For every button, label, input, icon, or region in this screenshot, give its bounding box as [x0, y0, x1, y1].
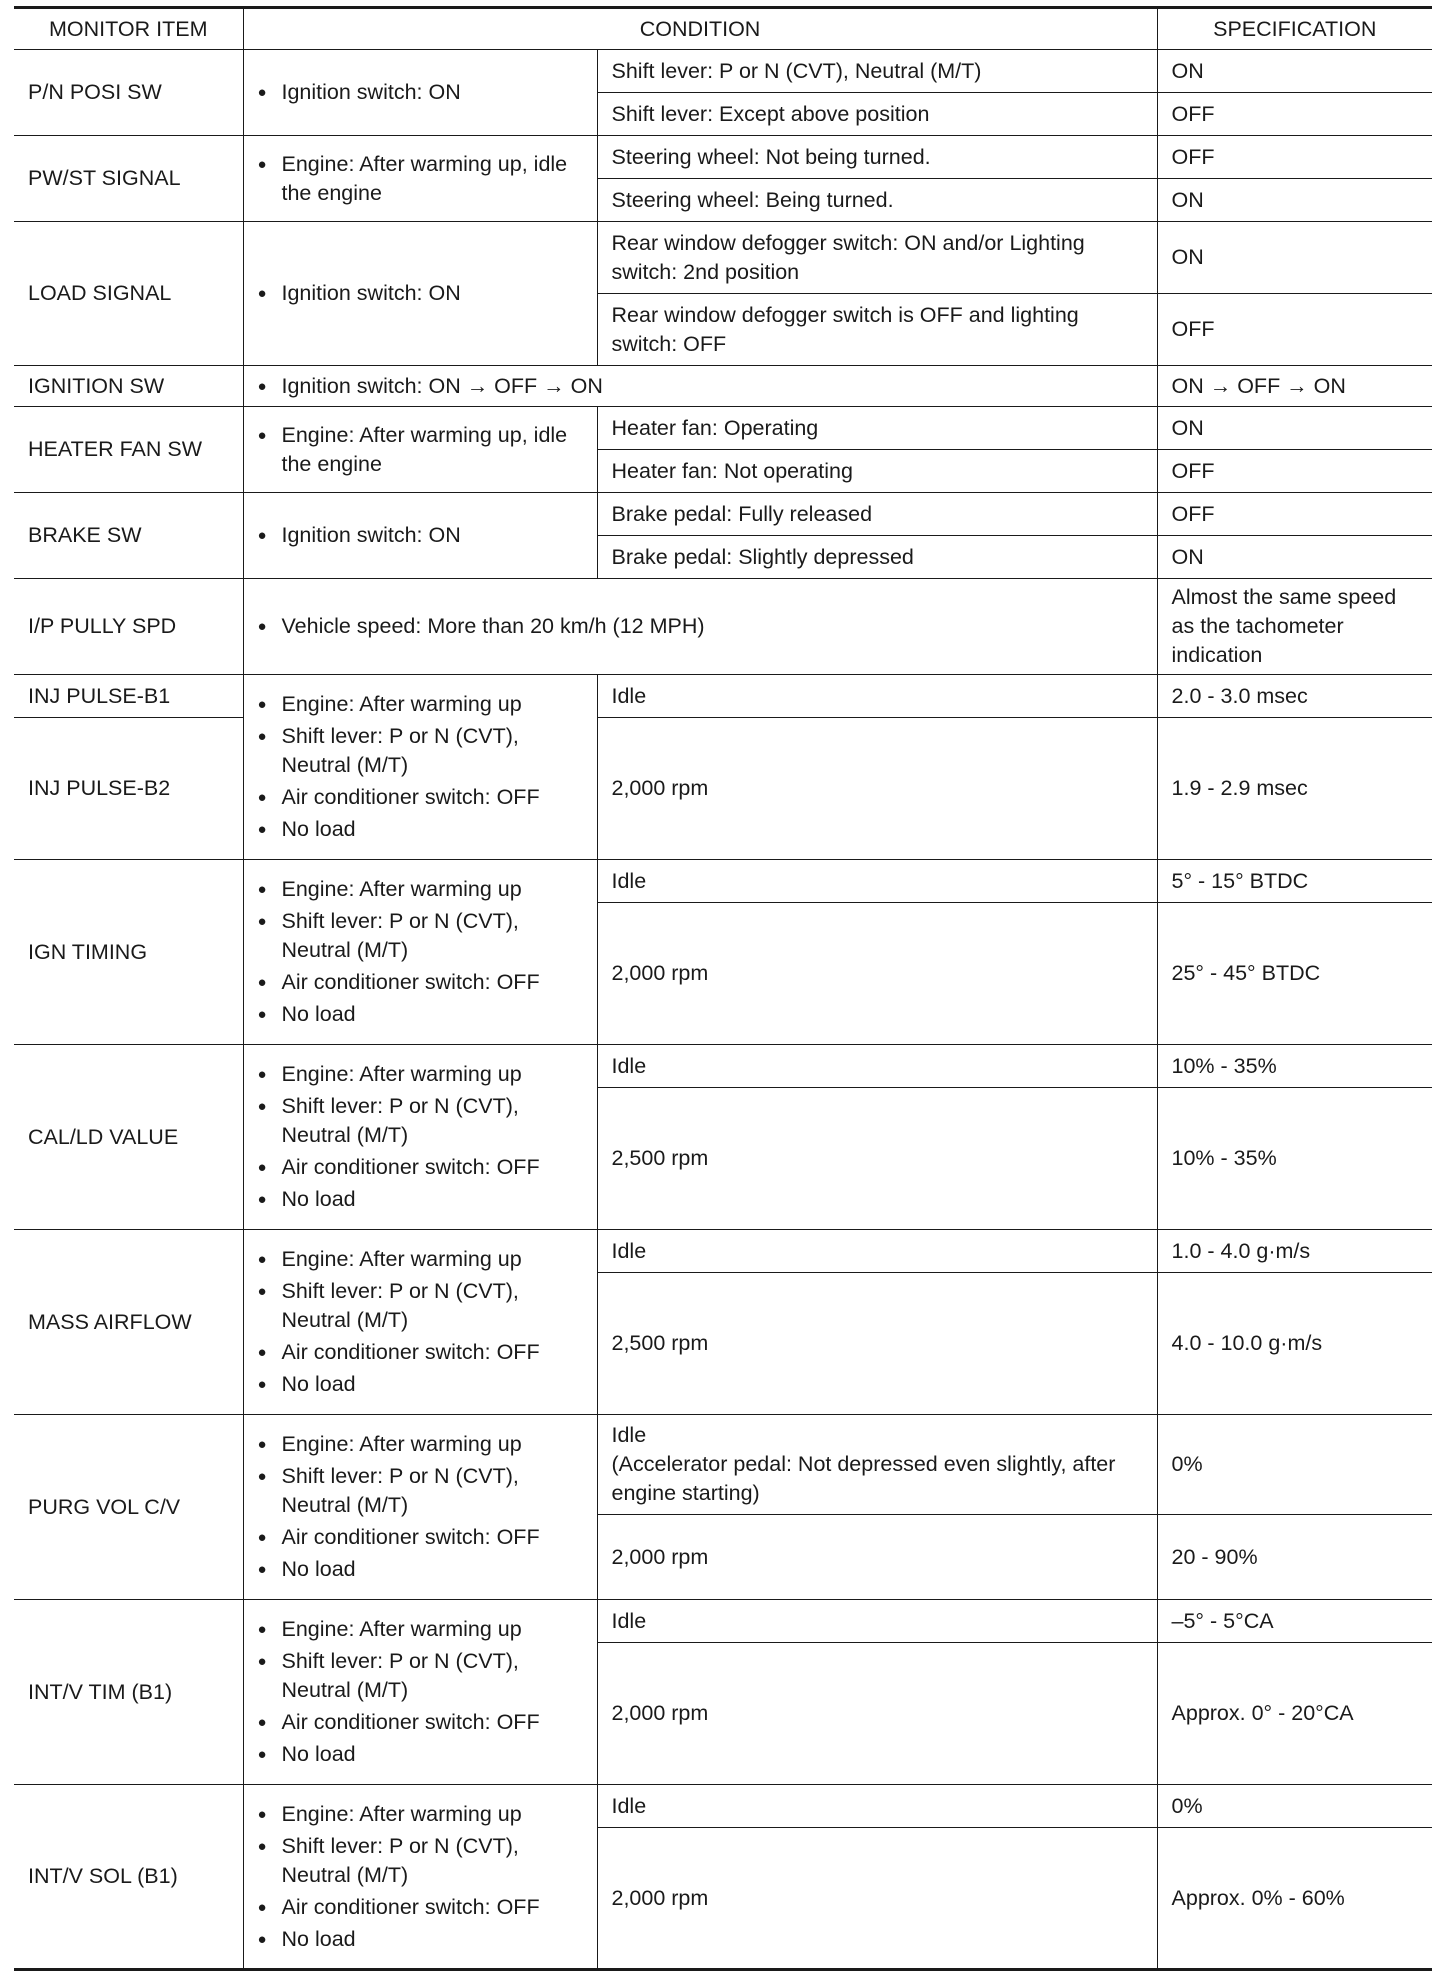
condition-bullet: ● Engine: After warming up, idle the engine: [258, 150, 583, 208]
table-row: [14, 1415, 1432, 1515]
condition-bullet: ● Air conditioner switch: OFF: [258, 1338, 583, 1367]
header-specification: SPECIFICATION: [1157, 8, 1432, 50]
sub-condition-cell: Idle: [597, 675, 1157, 718]
condition-cell: [243, 1045, 597, 1230]
spec-cell: 10% - 35%: [1157, 1088, 1432, 1230]
condition-bullet: ● Shift lever: P or N (CVT), Neutral (M/T): [258, 907, 583, 965]
sub-condition-cell: Rear window defogger switch: ON and/or Lighting switch: 2nd position: [597, 222, 1157, 294]
condition-cell: [243, 1415, 597, 1600]
table-row: [14, 675, 1432, 718]
condition-cell: [243, 1785, 597, 1970]
table-row: [14, 1785, 1432, 1828]
sub-condition-cell: Idle: [597, 1230, 1157, 1273]
condition-bullet: ● Ignition switch: ON: [258, 279, 583, 308]
table-row: [14, 860, 1432, 903]
spec-cell: OFF: [1157, 93, 1432, 136]
condition-bullet: ● Ignition switch: ON → OFF → ON: [258, 372, 1143, 401]
sub-condition-cell: Shift lever: Except above position: [597, 93, 1157, 136]
monitor-item-cell: HEATER FAN SW: [14, 407, 243, 493]
condition-bullet: ● Shift lever: P or N (CVT), Neutral (M/T): [258, 722, 583, 780]
spec-cell: ON: [1157, 179, 1432, 222]
condition-bullet: ● Shift lever: P or N (CVT), Neutral (M/T): [258, 1277, 583, 1335]
condition-cell: [243, 493, 597, 579]
sub-condition-cell: [597, 1415, 1157, 1515]
spec-cell: ON: [1157, 536, 1432, 579]
spec-cell: OFF: [1157, 294, 1432, 366]
monitor-item-cell: IGNITION SW: [14, 366, 243, 407]
condition-bullet: ● No load: [258, 1925, 583, 1954]
sub-condition-cell: 2,000 rpm: [597, 1643, 1157, 1785]
spec-cell: Approx. 0% - 60%: [1157, 1828, 1432, 1970]
table-row: [14, 50, 1432, 93]
spec-cell: Almost the same speed as the tachometer indication: [1157, 579, 1432, 675]
monitor-spec-table: [14, 6, 1432, 1971]
condition-bullet: ● Engine: After warming up: [258, 690, 583, 719]
condition-bullet: ● Shift lever: P or N (CVT), Neutral (M/T): [258, 1647, 583, 1705]
sub-condition-cell: Brake pedal: Fully released: [597, 493, 1157, 536]
spec-cell: OFF: [1157, 450, 1432, 493]
monitor-item-cell: INT/V SOL (B1): [14, 1785, 243, 1970]
monitor-item-cell: MASS AIRFLOW: [14, 1230, 243, 1415]
table-row: [14, 136, 1432, 179]
condition-bullet: ● Vehicle speed: More than 20 km/h (12 MPH): [258, 612, 1143, 641]
condition-bullet: ● Engine: After warming up: [258, 1245, 583, 1274]
table-row: [14, 407, 1432, 450]
condition-bullet: ● Shift lever: P or N (CVT), Neutral (M/T): [258, 1832, 583, 1890]
spec-cell: ON: [1157, 222, 1432, 294]
condition-cell: [243, 579, 1157, 675]
sub-condition-cell: 2,000 rpm: [597, 718, 1157, 860]
sub-condition-cell: Rear window defogger switch is OFF and lighting switch: OFF: [597, 294, 1157, 366]
condition-bullet: ● Engine: After warming up: [258, 1800, 583, 1829]
monitor-item-cell: INJ PULSE-B2: [14, 718, 243, 860]
condition-cell: [243, 50, 597, 136]
spec-cell: 1.9 - 2.9 msec: [1157, 718, 1432, 860]
condition-bullet: ● Ignition switch: ON: [258, 521, 583, 550]
monitor-item-cell: INJ PULSE-B1: [14, 675, 243, 718]
condition-bullet: ● No load: [258, 815, 583, 844]
table-row: [14, 222, 1432, 294]
condition-cell: [243, 1230, 597, 1415]
sub-condition-cell: Heater fan: Operating: [597, 407, 1157, 450]
monitor-item-cell: P/N POSI SW: [14, 50, 243, 136]
header-row: [14, 8, 1432, 50]
condition-bullet: ● Shift lever: P or N (CVT), Neutral (M/T): [258, 1462, 583, 1520]
table-row: [14, 579, 1432, 675]
spec-cell: 2.0 - 3.0 msec: [1157, 675, 1432, 718]
spec-cell: ON → OFF → ON: [1157, 366, 1432, 407]
monitor-item-cell: LOAD SIGNAL: [14, 222, 243, 366]
table-row: [14, 718, 1432, 860]
condition-cell: [243, 222, 597, 366]
condition-cell: [243, 407, 597, 493]
spec-cell: 5° - 15° BTDC: [1157, 860, 1432, 903]
spec-cell: 0%: [1157, 1785, 1432, 1828]
monitor-item-cell: CAL/LD VALUE: [14, 1045, 243, 1230]
sub-condition-cell: Idle: [597, 1785, 1157, 1828]
sub-condition-cell: Shift lever: P or N (CVT), Neutral (M/T): [597, 50, 1157, 93]
spec-cell: 4.0 - 10.0 g·m/s: [1157, 1273, 1432, 1415]
condition-bullet: ● No load: [258, 1185, 583, 1214]
condition-bullet: ● No load: [258, 1740, 583, 1769]
sub-condition-cell: 2,000 rpm: [597, 1515, 1157, 1600]
sub-condition-cell: 2,000 rpm: [597, 903, 1157, 1045]
condition-bullet: ● Air conditioner switch: OFF: [258, 1893, 583, 1922]
monitor-item-cell: INT/V TIM (B1): [14, 1600, 243, 1785]
sub-condition-cell: Brake pedal: Slightly depressed: [597, 536, 1157, 579]
monitor-item-cell: IGN TIMING: [14, 860, 243, 1045]
spec-cell: 10% - 35%: [1157, 1045, 1432, 1088]
condition-bullet: ● Engine: After warming up: [258, 1060, 583, 1089]
condition-bullet: ● No load: [258, 1555, 583, 1584]
spec-cell: 20 - 90%: [1157, 1515, 1432, 1600]
condition-bullet: ● Shift lever: P or N (CVT), Neutral (M/T): [258, 1092, 583, 1150]
condition-bullet: ● Air conditioner switch: OFF: [258, 1708, 583, 1737]
sub-condition-cell: 2,500 rpm: [597, 1088, 1157, 1230]
sub-condition-note: (Accelerator pedal: Not depressed even slightly, after engine starting): [611, 1452, 1116, 1505]
monitor-item-cell: PURG VOL C/V: [14, 1415, 243, 1600]
spec-cell: –5° - 5°CA: [1157, 1600, 1432, 1643]
spec-cell: 25° - 45° BTDC: [1157, 903, 1432, 1045]
sub-condition-cell: 2,500 rpm: [597, 1273, 1157, 1415]
monitor-item-cell: PW/ST SIGNAL: [14, 136, 243, 222]
condition-bullet: ● Air conditioner switch: OFF: [258, 968, 583, 997]
condition-cell: [243, 1600, 597, 1785]
header-condition: CONDITION: [243, 8, 1157, 50]
header-monitor-item: MONITOR ITEM: [14, 8, 243, 50]
spec-table-page: [14, 6, 1432, 1971]
sub-condition-cell: 2,000 rpm: [597, 1828, 1157, 1970]
table-row: [14, 1230, 1432, 1273]
condition-bullet: ● Engine: After warming up, idle the engine: [258, 421, 583, 479]
spec-cell: OFF: [1157, 136, 1432, 179]
spec-cell: Approx. 0° - 20°CA: [1157, 1643, 1432, 1785]
condition-cell: [243, 366, 1157, 407]
condition-bullet: ● No load: [258, 1000, 583, 1029]
condition-bullet: ● No load: [258, 1370, 583, 1399]
sub-condition-cell: Idle: [597, 1045, 1157, 1088]
spec-cell: OFF: [1157, 493, 1432, 536]
monitor-item-cell: BRAKE SW: [14, 493, 243, 579]
sub-condition-cell: Steering wheel: Not being turned.: [597, 136, 1157, 179]
sub-condition-cell: Idle: [597, 1600, 1157, 1643]
spec-cell: 1.0 - 4.0 g·m/s: [1157, 1230, 1432, 1273]
sub-condition-cell: Heater fan: Not operating: [597, 450, 1157, 493]
sub-condition-line: Idle: [611, 1423, 647, 1447]
spec-cell: 0%: [1157, 1415, 1432, 1515]
condition-bullet: ● Engine: After warming up: [258, 1615, 583, 1644]
condition-bullet: ● Air conditioner switch: OFF: [258, 783, 583, 812]
condition-bullet: ● Ignition switch: ON: [258, 78, 583, 107]
condition-cell: [243, 136, 597, 222]
table-row: [14, 1600, 1432, 1643]
spec-cell: ON: [1157, 407, 1432, 450]
monitor-item-cell: I/P PULLY SPD: [14, 579, 243, 675]
table-row: [14, 1045, 1432, 1088]
condition-bullet: ● Engine: After warming up: [258, 875, 583, 904]
spec-cell: ON: [1157, 50, 1432, 93]
condition-bullet: ● Engine: After warming up: [258, 1430, 583, 1459]
condition-bullet: ● Air conditioner switch: OFF: [258, 1153, 583, 1182]
sub-condition-cell: Steering wheel: Being turned.: [597, 179, 1157, 222]
table-row: [14, 366, 1432, 407]
condition-cell: [243, 675, 597, 860]
table-row: [14, 493, 1432, 536]
condition-cell: [243, 860, 597, 1045]
sub-condition-cell: Idle: [597, 860, 1157, 903]
condition-bullet: ● Air conditioner switch: OFF: [258, 1523, 583, 1552]
